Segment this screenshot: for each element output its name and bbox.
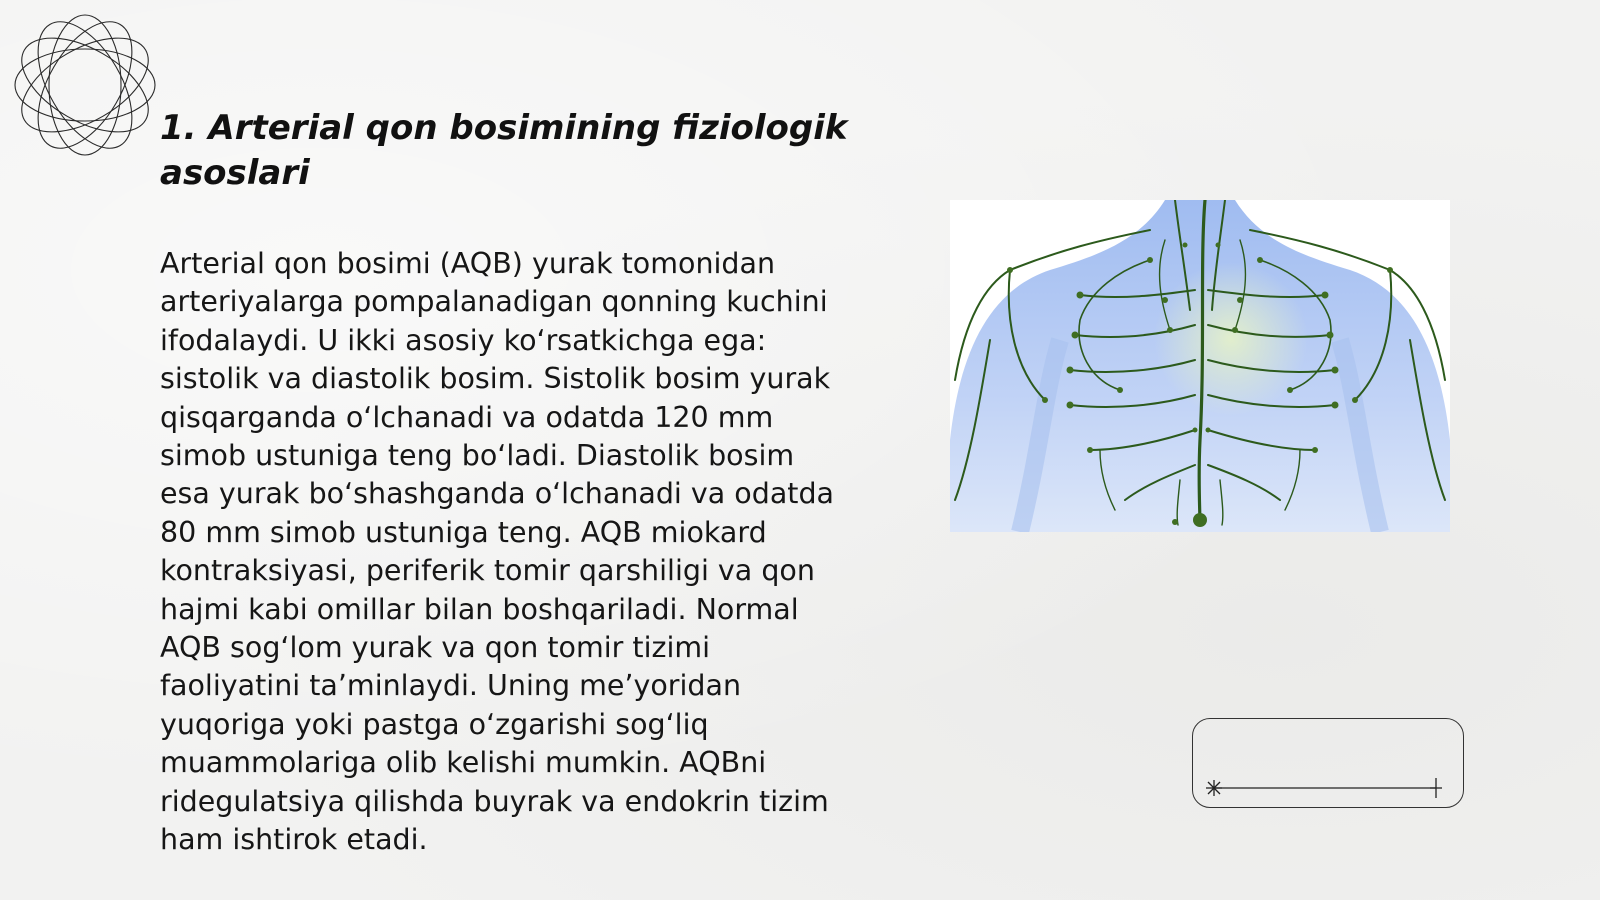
body-paragraph: Arterial qon bosimi (AQB) yurak tomonidan arteriyalarga pompalanadigan qonning kuchini ifodalaydi. U ikki asosiy koʻrsatkichga ega: sistolik va diastolik bosim. Sistolik bosim yurak qisqarganda oʻlchanadi va odatda 120 mm simob ustuniga teng boʻladi. Diastolik bosim esa yurak boʻshashganda oʻlchanadi va odatda 80 mm simob ustuniga teng. AQB miokard kontraksiyasi, periferik tomir qarshiligi va qon hajmi kabi omillar bilan boshqariladi. Normal AQB sogʻlom yurak va qon tomir tizimi faoliyatini taʼminlaydi. Uning meʼyoridan yuqoriga yoki pastga oʻzgarishi sogʻliq muammolariga olib kelishi mumkin. AQBni ridegulatsiya qilishda buyrak va endokrin tizim ham ishtirok etadi. (160, 247, 835, 857)
starburst-line-icon (1192, 718, 1464, 808)
slide-title: 1. Arterial qon bosimining fiziologik asoslari (160, 108, 848, 193)
lymphatic-torso-illustration (950, 200, 1450, 532)
line-orb-icon (10, 10, 160, 160)
